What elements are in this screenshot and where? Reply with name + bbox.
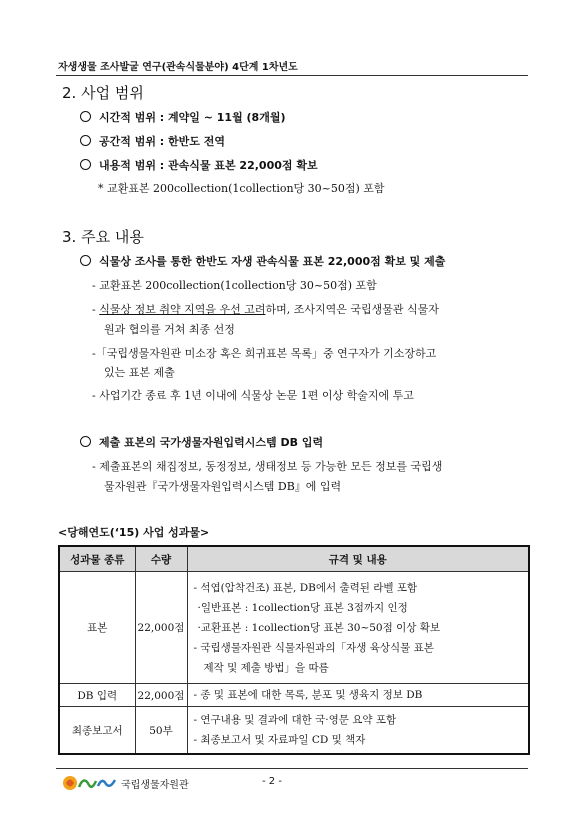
deliverables-table xyxy=(58,545,530,755)
scope-item-space: 공간적 범위 : 한반도 전역 xyxy=(80,135,225,149)
col-header-type: 성과물 종류 xyxy=(59,546,135,572)
bullet-circle-icon xyxy=(80,159,91,170)
running-header: 자생생물 조사발굴 연구(관속식물분야) 4단계 1차년도 xyxy=(58,62,298,73)
cell-content: - 석엽(압착건조) 표본, DB에서 출력된 라벨 포함 ·일반표본 : 1collection당 표본 3점까지 인정 ·교환표본 : 1collection당 표본 30~50점 이상 확보 - 국립생물자원관 식물자원과의「자생 육상식물 표본 제작 및 제출 방법」을 따름 xyxy=(187,572,529,684)
main-sub-region-line1: - 식물상 정보 취약 지역을 우선 고려하며, 조사지역은 국립생물관 식물자 xyxy=(92,303,439,316)
cell-qty: 50부 xyxy=(135,707,187,755)
section-heading-scope: 2. 사업 범위 xyxy=(62,84,144,102)
main-sub-db-line1: - 제출표본의 채집정보, 동정정보, 생태정보 등 가능한 모든 정보를 국립생 xyxy=(92,460,443,473)
col-header-content: 규격 및 내용 xyxy=(187,546,529,572)
scope-item-content: 내용적 범위 : 관속식물 표본 22,000점 확보 xyxy=(80,159,318,173)
bullet-circle-icon xyxy=(80,255,91,266)
bullet-circle-icon xyxy=(80,111,91,122)
main-sub-exchange: - 교환표본 200collection(1collection당 30~50점) 포함 xyxy=(92,279,377,292)
bullet-circle-icon xyxy=(80,436,91,447)
main-sub-paper: - 사업기간 종료 후 1년 이내에 식물상 논문 1편 이상 학술지에 투고 xyxy=(92,389,414,402)
section-heading-main: 3. 주요 내용 xyxy=(62,228,144,246)
table-header-row xyxy=(59,546,529,572)
main-item-db: 제출 표본의 국가생물자원입력시스템 DB 입력 xyxy=(80,436,323,450)
col-header-qty: 수량 xyxy=(135,546,187,572)
cell-type: 표본 xyxy=(59,572,135,684)
scope-note: * 교환표본 200collection(1collection당 30~50점) 포함 xyxy=(98,182,385,195)
table-row xyxy=(59,707,529,755)
cell-type: DB 입력 xyxy=(59,684,135,707)
table-row xyxy=(59,684,529,707)
footer-org-name: 국립생물자원관 xyxy=(121,780,189,791)
bullet-circle-icon xyxy=(80,135,91,146)
header-rule xyxy=(56,75,528,76)
main-sub-region-line2: 원과 협의를 거쳐 최종 선정 xyxy=(104,323,235,336)
main-item-survey: 식물상 조사를 통한 한반도 자생 관속식물 표본 22,000점 확보 및 제출 xyxy=(80,255,445,269)
org-logo-icon xyxy=(62,773,118,793)
main-sub-rare-line1: -「국립생물자원관 미소장 혹은 희귀표본 목록」중 연구자가 기소장하고 xyxy=(92,347,437,360)
cell-qty: 22,000점 xyxy=(135,684,187,707)
page-number: - 2 - xyxy=(262,776,282,787)
cell-qty: 22,000점 xyxy=(135,572,187,684)
table-row xyxy=(59,572,529,684)
footer-rule xyxy=(56,768,528,769)
cell-type: 최종보고서 xyxy=(59,707,135,755)
main-sub-db-line2: 물자원관『국가생물자원입력시스템 DB』에 입력 xyxy=(104,480,342,493)
main-sub-rare-line2: 있는 표본 제출 xyxy=(104,366,175,379)
cell-content: - 종 및 표본에 대한 목록, 분포 및 생육지 정보 DB xyxy=(187,684,529,707)
table-caption: <당해연도(‘15) 사업 성과물> xyxy=(58,526,210,539)
cell-content: - 연구내용 및 결과에 대한 국·영문 요약 포함 - 최종보고서 및 자료파일 CD 및 책자 xyxy=(187,707,529,755)
scope-item-time: 시간적 범위 : 계약일 ~ 11월 (8개월) xyxy=(80,111,286,125)
